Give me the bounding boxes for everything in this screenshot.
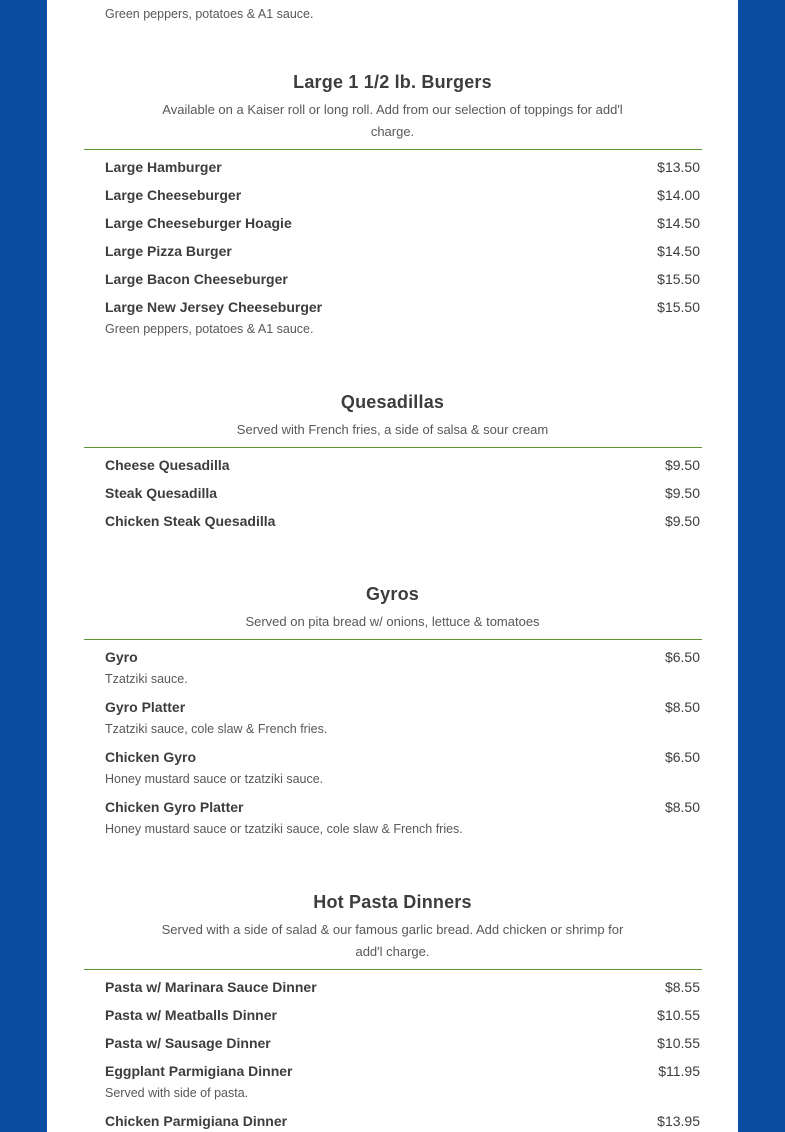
item-description: Served with side of pasta. (105, 1085, 249, 1100)
item-price: $13.95 (657, 1112, 700, 1129)
item-price: $6.50 (664, 648, 700, 665)
item-list (84, 150, 702, 343)
item-price: $14.50 (657, 242, 700, 259)
item-name: Chicken Gyro Platter (105, 798, 244, 815)
menu-item[interactable] (84, 1001, 702, 1029)
item-description: Green peppers, potatoes & A1 sauce. (105, 321, 314, 336)
menu-item[interactable] (84, 451, 702, 479)
item-price: $8.50 (664, 698, 700, 715)
item-description: Honey mustard sauce or tzatziki sauce, cole slaw & French fries. (105, 821, 463, 836)
menu-item[interactable] (84, 693, 702, 743)
item-description: Tzatziki sauce. (105, 671, 188, 686)
section-subtitle: Served with a side of salad & our famous garlic bread. Add chicken or shrimp for add'l charge. (161, 922, 624, 959)
item-name: Steak Quesadilla (105, 484, 218, 501)
item-name: Gyro (105, 648, 138, 665)
section-subtitle: Served on pita bread w/ onions, lettuce & tomatoes (245, 614, 540, 629)
menu-content (47, 0, 738, 1132)
section-subtitle: Served with French fries, a side of salsa & sour cream (236, 422, 549, 437)
item-name: Chicken Steak Quesadilla (105, 512, 276, 529)
item-price: $14.00 (657, 186, 700, 203)
item-price: $8.50 (664, 798, 700, 815)
item-price: $10.55 (657, 1006, 700, 1023)
menu-item[interactable] (84, 293, 702, 343)
item-price: $13.50 (657, 158, 700, 175)
item-name: Pasta w/ Marinara Sauce Dinner (105, 978, 317, 995)
item-description: Honey mustard sauce or tzatziki sauce. (105, 771, 324, 786)
menu-item[interactable] (84, 1107, 702, 1132)
menu-item[interactable] (84, 1057, 702, 1107)
menu-item[interactable] (84, 479, 702, 507)
section-title: Gyros (365, 584, 420, 604)
item-price: $8.55 (664, 978, 700, 995)
menu-item[interactable] (84, 643, 702, 693)
menu-section-gyros (47, 583, 738, 843)
item-list (84, 640, 702, 843)
item-price: $9.50 (664, 512, 700, 529)
item-name: Large Hamburger (105, 158, 222, 175)
item-name: Cheese Quesadilla (105, 456, 230, 473)
item-name: Chicken Gyro (105, 748, 197, 765)
item-name: Large New Jersey Cheeseburger (105, 298, 323, 315)
section-title: Hot Pasta Dinners (313, 892, 472, 912)
menu-section-large-burgers (47, 71, 738, 343)
item-price: $6.50 (664, 748, 700, 765)
menu-item[interactable] (84, 237, 702, 265)
item-price: $10.55 (657, 1034, 700, 1051)
item-price: $11.95 (658, 1062, 700, 1079)
item-price: $14.50 (657, 214, 700, 231)
menu-item[interactable] (84, 793, 702, 843)
item-name: Chicken Parmigiana Dinner (105, 1112, 288, 1129)
item-list (84, 448, 702, 535)
item-price: $9.50 (664, 456, 700, 473)
section-title: Large 1 1/2 lb. Burgers (293, 72, 492, 92)
item-price: $15.50 (657, 298, 700, 315)
item-name: Large Cheeseburger Hoagie (105, 214, 292, 231)
item-name: Large Cheeseburger (105, 186, 242, 203)
menu-item[interactable] (84, 181, 702, 209)
menu-item[interactable] (84, 1029, 702, 1057)
section-subtitle: Available on a Kaiser roll or long roll. Add from our selection of toppings for add'l charge. (162, 102, 623, 139)
menu-item[interactable] (84, 153, 702, 181)
item-name: Pasta w/ Sausage Dinner (105, 1034, 271, 1051)
item-list (84, 970, 702, 1132)
item-description: Green peppers, potatoes & A1 sauce. (105, 7, 314, 21)
item-name: Gyro Platter (105, 698, 186, 715)
menu-item[interactable] (84, 209, 702, 237)
item-name: Large Bacon Cheeseburger (105, 270, 288, 287)
menu-section-hot-pasta-dinners (47, 891, 738, 1132)
menu-item[interactable] (84, 743, 702, 793)
item-description: Tzatziki sauce, cole slaw & French fries. (105, 721, 328, 736)
menu-section-quesadillas (47, 391, 738, 535)
menu-item[interactable] (84, 507, 702, 535)
item-name: Eggplant Parmigiana Dinner (105, 1062, 293, 1079)
item-name: Large Pizza Burger (105, 242, 232, 259)
menu-item[interactable] (84, 973, 702, 1001)
item-name: Pasta w/ Meatballs Dinner (105, 1006, 277, 1023)
item-price: $15.50 (657, 270, 700, 287)
section-title: Quesadillas (340, 392, 445, 412)
menu-item[interactable] (84, 265, 702, 293)
item-price: $9.50 (664, 484, 700, 501)
